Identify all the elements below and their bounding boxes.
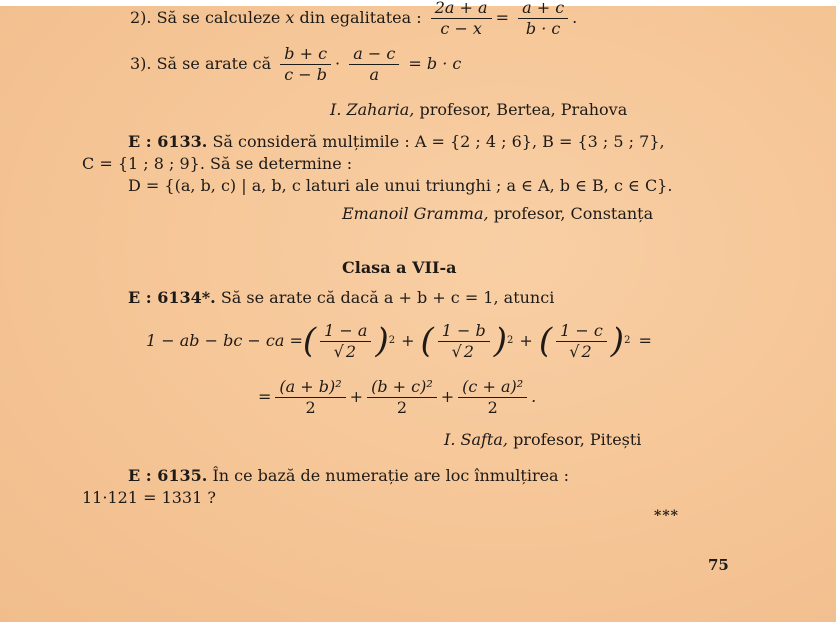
problem-6133-line1: E : 6133. Să consideră mulțimile : A = {2 ; 4 ; 6}, B = {3 ; 5 ; 7}, [128,132,665,151]
fraction: $\frac{a + c}{b \cdot c}$ [518,0,568,39]
fraction: $\frac{1 - c}{√ 2}$ [556,321,607,362]
fraction: $\frac{\text{(a + b)²}}{2}$ [275,377,345,418]
right-border [836,0,840,622]
section-end-stars: *** [654,508,679,524]
fraction: $\frac{1 - a}{√ 2}$ [320,321,371,362]
equation-line-2: = $\frac{\text{(a + b)²}}{2}$ + $\frac{\text{(b + c)²}}{2}$ + $\frac{\text{(c + a)²}}{2}$ . [258,376,537,417]
author-gramma: Emanoil Gramma, profesor, Constanța [342,204,654,223]
problem-6134-statement: E : 6134*. Să se arate că dacă a + b + c = 1, atunci [128,288,555,307]
section-heading: Clasa a VII-a [342,258,457,277]
author-zaharia: I. Zaharia, profesor, Bertea, Prahova [330,100,628,119]
equation-line-1: 1 − ab − bc − ca = ( $\frac{1 - a}{√ 2}$ ) 2 + ( $\frac{1 - b}{√ 2}$ ) 2 + ( $\frac{1 - c}{√ 2}$ ) 2 = [146,320,652,361]
fraction: $\frac{1 - b}{√ 2}$ [438,321,490,362]
problem-3: 3). Să se arate că $\frac{b + c}{c - b}$ · $\frac{a - c}{a}$ = b · c [130,44,462,84]
problem-6133-line2: C = {1 ; 8 ; 9}. Să se determine : [82,154,353,173]
page-number: 75 [708,556,729,574]
problem-6135-line2: 11·121 = 1331 ? [82,488,216,507]
problem-2: 2). Să se calculeze x din egalitatea : $\frac{2a + a}{c - x}$ = $\frac{a + c}{b \cdot c}$ . [130,0,578,38]
fraction: $\frac{b + c}{c - b}$ [280,44,331,85]
fraction: $\frac{2a + a}{c - x}$ [431,0,492,39]
fraction: $\frac{a - c}{a}$ [349,44,399,85]
author-safta: I. Safta, profesor, Pitești [444,430,642,449]
problem-6135-line1: E : 6135. În ce bază de numerație are loc înmulțirea : [128,466,570,485]
fraction: $\frac{\text{(c + a)²}}{2}$ [458,377,527,418]
problem-6133-line3: D = {(a, b, c) | a, b, c laturi ale unui triunghi ; a ∈ A, b ∈ B, c ∈ C}. [128,176,673,195]
fraction: $\frac{\text{(b + c)²}}{2}$ [367,377,437,418]
